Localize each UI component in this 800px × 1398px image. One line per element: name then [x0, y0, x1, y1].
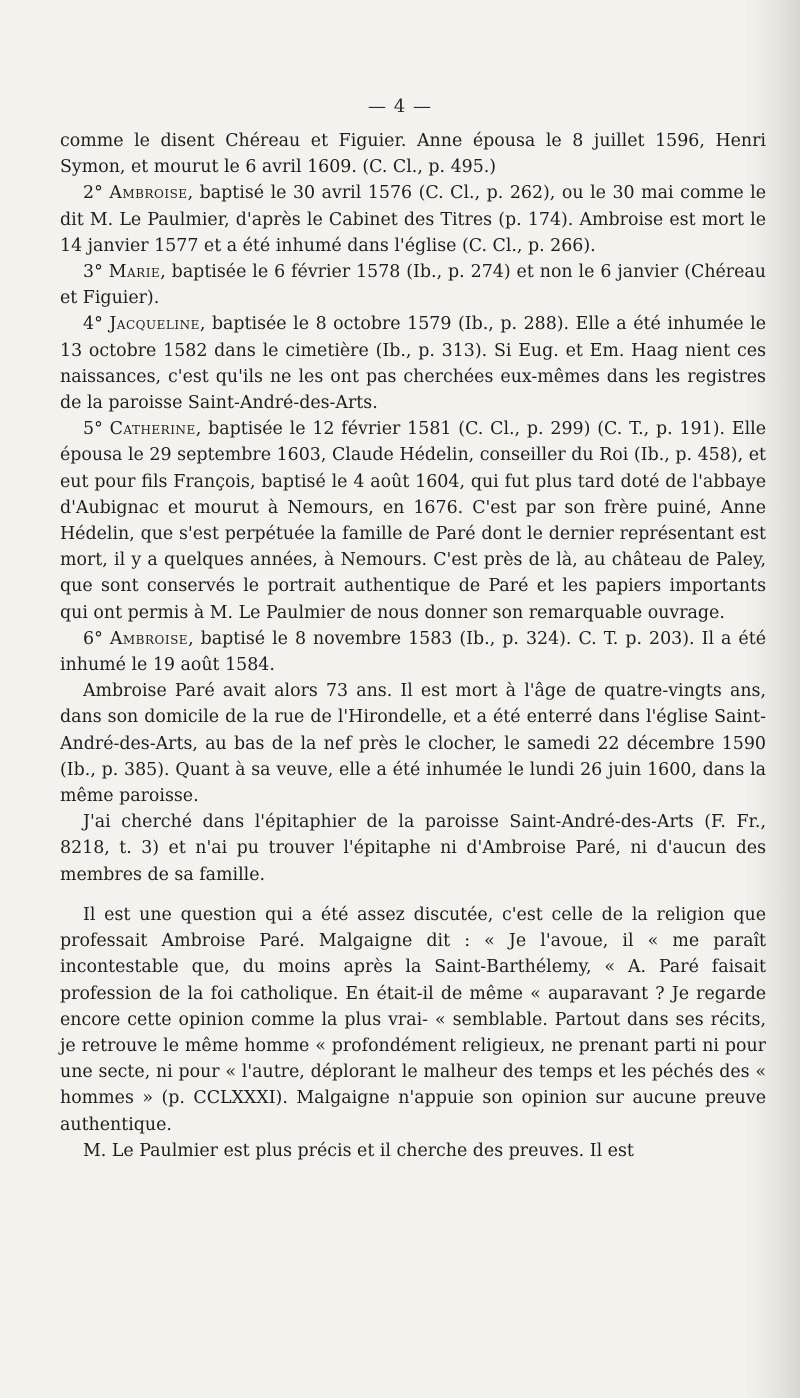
- paragraph-religion: Il est une question qui a été assez discutée, c'est celle de la religion que professait Ambroise Paré. Malgaigne dit : « Je l'avoue, il « me paraît incontestable que, du moins après la Saint-Barthélemy, « A. Paré faisait profession de la foi catholique. En était-il de même « auparavant ? Je regarde encore cette opinion comme la plus vrai- « semblable. Partout dans ses récits, je retrouve le même homme « profondément religieux, ne prenant parti ni pour une secte, ni pour « l'autre, déplorant le malheur des temps et les péchés des « hommes » (p. CCLXXXI). Malgaigne n'appuie son opinion sur aucune preuve authentique.: [60, 904, 766, 1135]
- entry-text: , baptisée le 8 octobre 1579 (Ib., p. 288). Elle a été inhumée le 13 octobre 1582 dans le cimetière (Ib., p. 313). Si Eug. et Em. Haag nient ces naissances, c'est qu'ils ne les ont pas cherchées eux-mêmes dans les registres de la paroisse Saint-André-des-Arts.: [60, 314, 766, 414]
- entry-marie-1578: [60, 259, 766, 311]
- entry-ambroise-1576: [60, 180, 766, 259]
- entry-number: 5°: [83, 419, 103, 440]
- paragraph-epitaphier: J'ai cherché dans l'épitaphier de la paroisse Saint-André-des-Arts (F. Fr., 8218, t. 3) et n'ai pu trouver l'épitaphe ni d'Ambroise Paré, ni d'aucun des membres de sa famille.: [60, 812, 766, 885]
- entry-name: Ambroise: [109, 628, 189, 649]
- entry-number: 6°: [83, 628, 103, 649]
- paragraph-death-of-pare: Ambroise Paré avait alors 73 ans. Il est mort à l'âge de quatre-vingts ans, dans son domicile de la rue de l'Hirondelle, et a été enterré dans l'église Saint-André-des-Arts, au bas de la nef près le clocher, le samedi 22 décembre 1590 (Ib., p. 385). Quant à sa veuve, elle a été inhumée le lundi 26 juin 1600, dans la même paroisse.: [60, 681, 766, 807]
- entry-name: Marie: [108, 262, 161, 283]
- entry-name: Ambroise: [109, 183, 188, 204]
- entry-ambroise-1583: [60, 626, 766, 678]
- entry-text: , baptisée le 12 février 1581 (C. Cl., p. 299) (C. T., p. 191). Elle épousa le 29 septembre 1603, Claude Hédelin, conseiller du Roi (Ib., p. 458), et eut pour fils François, baptisé le 4 août 1604, qui fut plus tard doté de l'abbaye d'Aubignac et mourut à Nemours, en 1676. C'est par son frère puiné, Anne Hédelin, que s'est perpétuée la famille de Paré dont le dernier représentant est mort, il y a quelques années, à Nemours. C'est près de là, au château de Paley, que sont conservés le portrait authentique de Paré et les papiers importants qui ont permis à M. Le Paulmier de nous donner son remarquable ouvrage.: [60, 419, 767, 623]
- page-number: — 4 —: [368, 96, 432, 117]
- entry-number: 3°: [83, 262, 103, 283]
- entry-number: 2°: [83, 183, 103, 204]
- entry-name: Jacqueline: [109, 314, 200, 335]
- paragraph-continuation: comme le disent Chéreau et Figuier. Anne épousa le 8 juillet 1596, Henri Symon, et mourut le 6 avril 1609. (C. Cl., p. 495.): [60, 131, 766, 178]
- entry-text: , baptisé le 8 novembre 1583 (Ib., p. 324). C. T. p. 203). Il a été inhumé le 19 août 1584.: [60, 628, 767, 676]
- entry-catherine-1581: [60, 416, 766, 626]
- entry-text: , baptisée le 6 février 1578 (Ib., p. 274) et non le 6 janvier (Chéreau et Figuier).: [60, 262, 766, 309]
- entry-name: Catherine: [109, 419, 196, 440]
- entry-number: 4°: [83, 314, 103, 335]
- entry-text: , baptisé le 30 avril 1576 (C. Cl., p. 262), ou le 30 mai comme le dit M. Le Paulmier, d'après le Cabinet des Titres (p. 174). Ambroise est mort le 14 janvier 1577 et a été inhumé dans l'église (C. Cl., p. 266).: [60, 183, 767, 256]
- entry-jacqueline-1579: [60, 311, 766, 416]
- body-text: [60, 128, 766, 1164]
- paragraph-le-paulmier: M. Le Paulmier est plus précis et il cherche des preuves. Il est: [83, 1140, 634, 1161]
